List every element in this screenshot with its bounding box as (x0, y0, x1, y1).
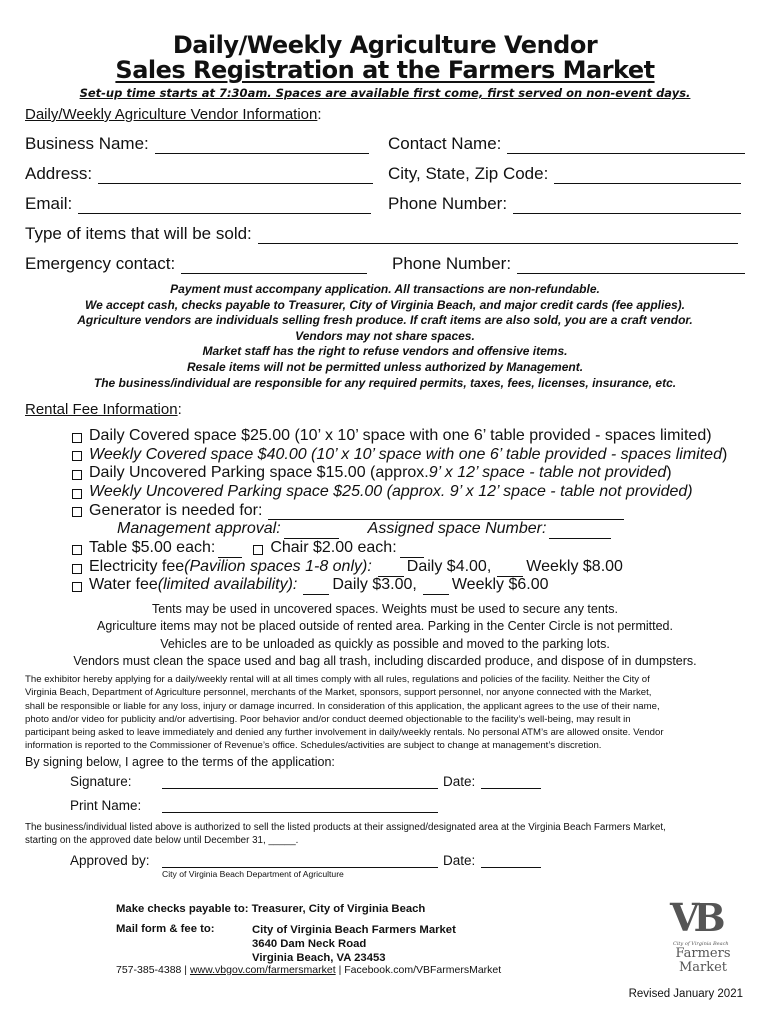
legal-line: shall be responsible or liable for any loss, injury or damage incurred. In consideration of this application, the applicant agrees to the use of their name, (25, 700, 660, 712)
daily-uncovered-option[interactable]: Daily Uncovered Parking space $15.00 (approx. 9’ x 12’ space - table not provided ) (72, 464, 727, 483)
generator-option[interactable]: Generator is needed for: (72, 502, 727, 521)
legal-terms (25, 673, 745, 753)
phone-number-field[interactable]: Phone Number: (388, 194, 741, 214)
rental-fee-heading: Rental Fee Information: (25, 401, 182, 418)
address-field[interactable]: Address: (25, 164, 373, 184)
vendor-info-heading: Daily/Weekly Agriculture Vendor Information: (25, 106, 322, 123)
logo-market-text: Market (678, 960, 728, 975)
note-line: Resale items will not be permitted unless authorized by Management. (186, 359, 584, 374)
rule-line: Tents may be used in uncovered spaces. Weights must be used to secure any tents. (152, 602, 618, 616)
checkbox-icon[interactable] (72, 564, 82, 574)
note-line: Vendors may not share spaces. (295, 328, 475, 343)
items-sold-field[interactable]: Type of items that will be sold: (25, 224, 738, 244)
emergency-phone-field[interactable]: Phone Number: (392, 254, 745, 274)
checkbox-icon[interactable] (72, 582, 82, 592)
water-option[interactable]: Water fee (limited availability): Daily $3.00, Weekly $6.00 (72, 577, 727, 596)
payment-notes (0, 282, 770, 391)
print-name-field[interactable]: Print Name: (70, 798, 438, 813)
note-line: Payment must accompany application. All transactions are non-refundable. (170, 282, 600, 296)
checkbox-icon[interactable] (72, 451, 82, 461)
weekly-covered-option[interactable]: Weekly Covered space $40.00 (10’ x 10’ space with one 6’ table provided - spaces limited ) (72, 446, 727, 465)
market-rules (0, 601, 770, 670)
revision-date: Revised January 2021 (628, 988, 743, 1000)
checks-payable: Make checks payable to: Treasurer, City of Virginia Beach (116, 903, 426, 915)
checkbox-icon[interactable] (72, 470, 82, 480)
note-line: The business/individual are responsible for any required permits, taxes, fees, licenses, insurance, etc. (93, 375, 677, 390)
department-label: City of Virginia Beach Department of Agriculture (162, 869, 344, 879)
rule-line: Agriculture items may not be placed outside of rented area. Parking in the Center Circle is not permitted. (97, 619, 673, 634)
legal-line: participant being asked to leave immediately and denied any further involvement in daily/weekly rentals. No personal ATM’s are allowed onsite. Vendor (25, 727, 664, 739)
farmers-market-logo (668, 897, 738, 979)
checkbox-icon[interactable] (72, 545, 82, 555)
legal-line: The exhibitor hereby applying for a daily/weekly rental will at all times comply with all rules, regulations and policies of the facility. Neither the City of (25, 674, 650, 685)
rule-line: Vendors must clean the space used and bag all trash, including discarded produce, and dispose of in dumpsters. (73, 653, 697, 668)
setup-notice: Set-up time starts at 7:30am. Spaces are available first come, first served on non-event days. (79, 86, 691, 100)
city-state-zip-field[interactable]: City, State, Zip Code: (388, 164, 741, 184)
note-line: We accept cash, checks payable to Treasurer, City of Virginia Beach, and major credit cards (fee applies). (84, 297, 685, 312)
approved-by-field[interactable]: Approved by: Date: (70, 853, 541, 868)
weekly-uncovered-option[interactable]: Weekly Uncovered Parking space $25.00 (approx. 9’ x 12’ space - table not provided) (72, 483, 727, 502)
form-title-line2: Sales Registration at the Farmers Market (115, 56, 655, 84)
checkbox-icon[interactable] (72, 489, 82, 499)
contact-name-field[interactable]: Contact Name: (388, 134, 745, 154)
checkbox-icon[interactable] (253, 545, 263, 555)
approval-row: Management approval: Assigned space Number: (72, 520, 727, 539)
emergency-contact-field[interactable]: Emergency contact: (25, 254, 367, 274)
mailing-address: City of Virginia Beach Farmers Market 3640 Dam Neck Road Virginia Beach, VA 23453 (252, 924, 456, 964)
logo-vb-mark: VB (670, 895, 720, 940)
legal-line: photo and/or video for publicity and/or advertising. Poor behavior and/or conduct deemed objectionable to the facility’s well-being, may result in (25, 713, 631, 725)
note-line: Market staff has the right to refuse vendors and offensive items. (202, 344, 568, 359)
email-field[interactable]: Email: (25, 194, 371, 214)
business-name-field[interactable]: Business Name: (25, 134, 369, 154)
facebook-text: | Facebook.com/VBFarmersMarket (338, 964, 502, 976)
legal-line: Virginia Beach, Department of Agriculture personnel, merchants of the Market, sponsors, support personnel, nor anyone connected with the Market, (25, 687, 652, 699)
contact-line: 757-385-4388 | www.vbgov.com/farmersmarket | Facebook.com/VBFarmersMarket (116, 964, 502, 976)
checkbox-icon[interactable] (72, 433, 82, 443)
authorization-text: The business/individual listed above is authorized to sell the listed products at their assigned/designated area at the Virginia Beach Farmers Market, starting on the approved date below until December 31, _____. (25, 822, 666, 847)
agreement-statement: By signing below, I agree to the terms of the application: (25, 755, 335, 769)
logo-city-text: City of Virginia Beach (673, 941, 729, 947)
daily-covered-option[interactable]: Daily Covered space $25.00 (10’ x 10’ space with one 6’ table provided - spaces limited) (72, 427, 727, 446)
website-link[interactable]: www.vbgov.com/farmersmarket (189, 964, 336, 976)
rule-line: Vehicles are to be unloaded as quickly as possible and moved to the parking lots. (160, 636, 610, 651)
rental-options (72, 427, 727, 595)
note-line: Agriculture vendors are individuals selling fresh produce. If craft items are also sold, you are a craft vendor. (77, 313, 693, 328)
logo-farmers-text: Farmers (675, 946, 731, 961)
mail-label: Mail form & fee to: (116, 923, 215, 935)
signature-field[interactable]: Signature: Date: (70, 774, 541, 789)
electricity-option[interactable]: Electricity fee (Pavilion spaces 1-8 only): Daily $4.00, Weekly $8.00 (72, 558, 727, 577)
checkbox-icon[interactable] (72, 507, 82, 517)
table-chair-option[interactable]: Table $5.00 each: Chair $2.00 each: (72, 539, 727, 558)
legal-line: information is reported to the Commissioner of Revenue’s office. Schedules/activities are subject to change at management’s discretion. (25, 740, 602, 752)
form-title-line1: Daily/Weekly Agriculture Vendor (172, 31, 598, 59)
